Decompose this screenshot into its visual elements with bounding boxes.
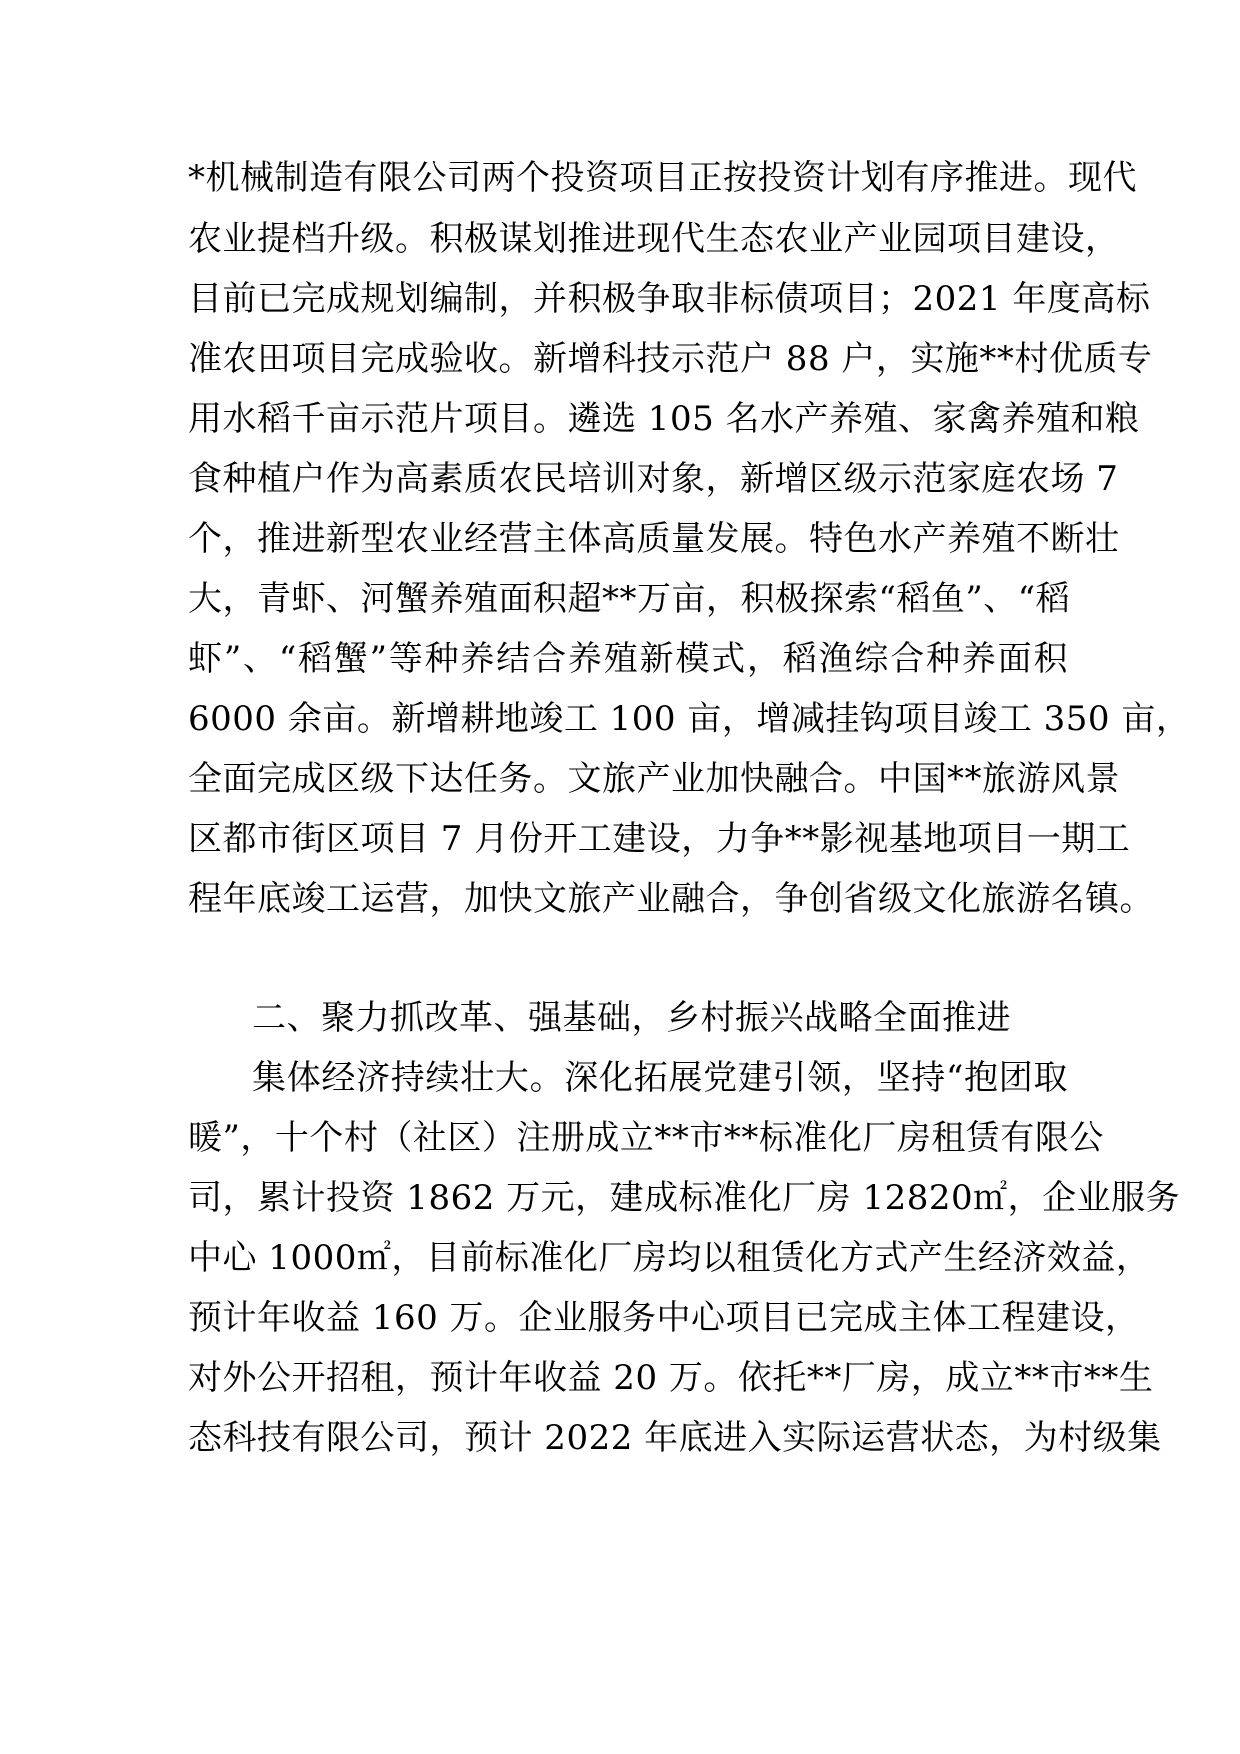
- paragraph-line-9: 虾”、“稻蟹”等种养结合养殖新模式，稻渔综合种养面积: [188, 639, 1068, 679]
- paragraph2-line-1: 集体经济持续壮大。深化拓展党建引领，坚持“抱团取: [252, 1058, 1068, 1098]
- paragraph-line-5: 用水稻千亩示范片项目。遴选 105 名水产养殖、家禽养殖和粮: [188, 399, 1140, 439]
- paragraph2-line-7: 态科技有限公司，预计 2022 年底进入实际运营状态，为村级集: [188, 1418, 1162, 1458]
- paragraph2-line-5: 预计年收益 160 万。企业服务中心项目已完成主体工程建设，: [188, 1298, 1140, 1338]
- paragraph-line-12: 区都市街区项目 7 月份开工建设，力争**影视基地项目一期工: [188, 819, 1131, 859]
- paragraph-line-1: *机械制造有限公司两个投资项目正按投资计划有序推进。现代: [188, 158, 1137, 198]
- paragraph-line-11: 全面完成区级下达任务。文旅产业加快融合。中国**旅游风景: [188, 759, 1120, 799]
- paragraph-line-6: 食种植户作为高素质农民培训对象，新增区级示范家庭农场 7: [188, 459, 1119, 499]
- section-heading: 二、聚力抓改革、强基础，乡村振兴战略全面推进: [252, 998, 1011, 1038]
- paragraph-line-3: 目前已完成规划编制，并积极争取非标债项目；2021 年度高标: [188, 279, 1151, 319]
- paragraph-line-7: 个，推进新型农业经营主体高质量发展。特色水产养殖不断壮: [188, 519, 1120, 559]
- paragraph-line-8: 大，青虾、河蟹养殖面积超**万亩，积极探索“稻鱼”、“稻: [188, 579, 1071, 619]
- paragraph2-line-6: 对外公开招租，预计年收益 20 万。依托**厂房，成立**市**生: [188, 1358, 1154, 1398]
- paragraph-line-10: 6000 余亩。新增耕地竣工 100 亩，增减挂钩项目竣工 350 亩，: [188, 699, 1191, 739]
- paragraph-line-2: 农业提档升级。积极谋划推进现代生态农业产业园项目建设，: [188, 219, 1120, 259]
- paragraph-line-4: 准农田项目完成验收。新增科技示范户 88 户，实施**村优质专: [188, 339, 1153, 379]
- paragraph2-line-2: 暖”，十个村（社区）注册成立**市**标准化厂房租赁有限公: [188, 1118, 1104, 1158]
- paragraph2-line-3: 司，累计投资 1862 万元，建成标准化厂房 12820㎡，企业服务: [188, 1178, 1181, 1218]
- paragraph2-line-4: 中心 1000㎡，目前标准化厂房均以租赁化方式产生经济效益，: [188, 1238, 1151, 1278]
- paragraph-line-13: 程年底竣工运营，加快文旅产业融合，争创省级文化旅游名镇。: [188, 879, 1154, 919]
